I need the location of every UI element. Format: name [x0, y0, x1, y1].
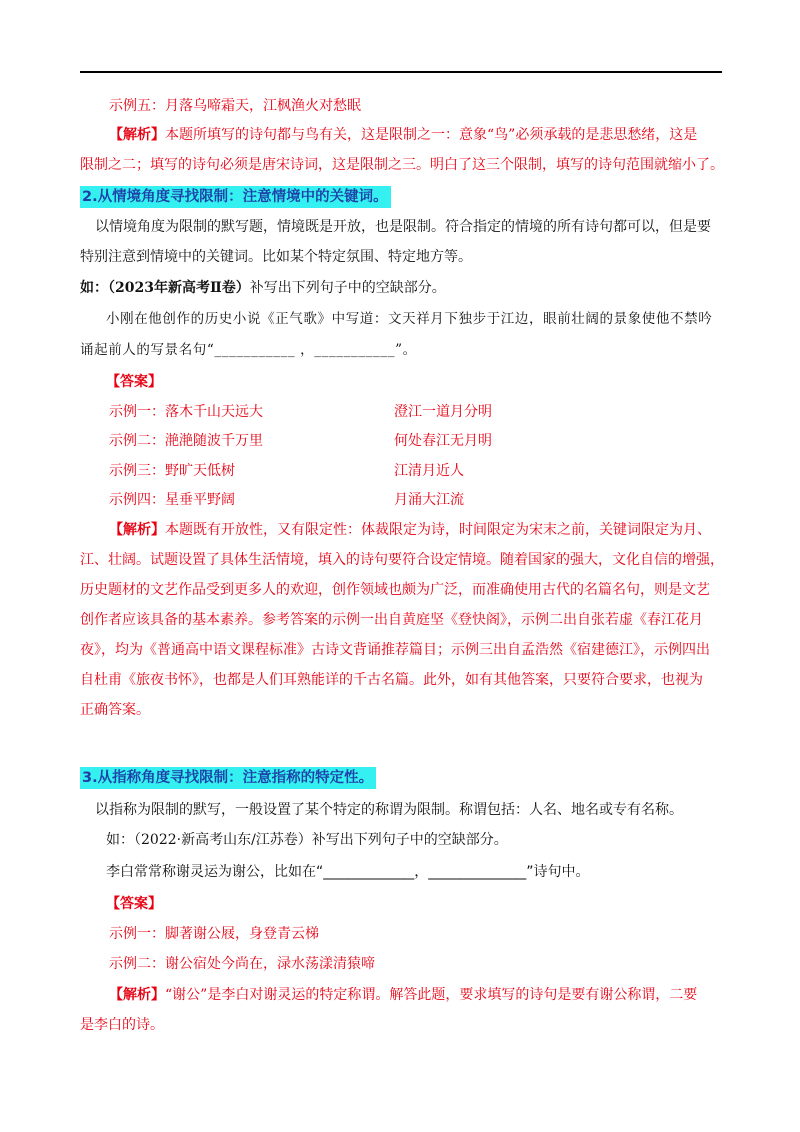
answer-part-a: 示例一：落木千山天远大: [109, 404, 263, 420]
section2-intro-line-1: 以情境角度为限制的默写题，情境既是开放，也是限制。符合指定的情境的所有诗句都可以，但是要: [95, 219, 711, 235]
analysis-line: 限制之二；填写的诗句必须是唐宋诗词，这是限制之三。明白了这三个限制，填写的诗句范围就缩小了。: [80, 157, 724, 173]
analysis-text: 本题所填写的诗句都与鸟有关，这是限制之一：意象“鸟”必须承载的是悲思愁绪，这是: [165, 127, 698, 143]
analysis-line: 江、壮阔。试题设置了具体生活情境，填入的诗句要符合设定情境。随着国家的强大，文化自信的增强，: [80, 552, 724, 568]
answer-part-b: 月涌大江流: [394, 492, 464, 508]
answer-tag: 【答案】: [106, 374, 162, 390]
answer-part-a: 示例二：滟滟随波千万里: [109, 433, 263, 449]
section3-question: 李白常常称谢灵运为谢公，比如在“_____________，______________”诗句中。: [106, 864, 590, 880]
section3-intro: 以指称为限制的默写，一般设置了某个特定的称谓为限制。称谓包括：人名、地名或专有名称。: [95, 802, 683, 818]
answer-part-a: 示例四：星垂平野阔: [109, 492, 235, 508]
answer-part-a: 示例三：野旷天低树: [109, 463, 235, 479]
question-line-1: 小刚在他创作的历史小说《正气歌》中写道：文天祥月下独步于江边，眼前壮阔的景象使他不禁吟: [106, 311, 713, 327]
section-heading-2: 2.从情境角度寻找限制：注意情境中的关键词。: [80, 186, 391, 208]
analysis-paragraph-1: [109, 125, 697, 145]
analysis-tag: 【解析】: [109, 127, 165, 143]
answer-row: 示例二：谢公宿处今尚在，渌水荡漾清猿啼: [109, 956, 375, 972]
answer-row: 示例一：脚著谢公屐，身登青云梯: [109, 926, 319, 942]
analysis-paragraph-2: [109, 520, 711, 540]
answer-part-b: 何处春江无月明: [394, 433, 492, 449]
answer-part-b: 江清月近人: [394, 463, 464, 479]
answer-row: [109, 490, 464, 510]
answer-row: [109, 402, 492, 422]
answer-row: [109, 431, 492, 451]
section2-intro-line-2: 特别注意到情境中的关键词。比如某个特定氛围、特定地方等。: [80, 249, 472, 265]
header-rule: [80, 71, 722, 73]
example-source: 如：（2023年新高考Ⅱ卷）: [80, 280, 250, 296]
analysis-tag: 【解析】: [109, 522, 165, 538]
section2-example: [80, 278, 446, 298]
analysis-line: 是李白的诗。: [80, 1017, 164, 1033]
analysis-line: 夜》，均为《普通高中语文课程标准》古诗文背诵推荐篇目；示例三出自孟浩然《宿建德江》，示例四出: [80, 642, 710, 658]
answer-part-b: 澄江一道月分明: [394, 404, 492, 420]
section3-example: 如：（2022·新高考山东/江苏卷）补写出下列句子中的空缺部分。: [106, 832, 508, 848]
analysis-line: 创作者应该具备的基本素养。参考答案的示例一出自黄庭坚《登快阁》，示例二出自张若虚《春江花月: [80, 612, 703, 628]
example-five: 示例五：月落乌啼霜天，江枫渔火对愁眠: [109, 98, 361, 114]
analysis-line: 正确答案。: [80, 702, 150, 718]
analysis-text: 本题既有开放性，又有限定性：体裁限定为诗，时间限定为宋末之前，关键词限定为月、: [165, 522, 711, 538]
analysis-line: 历史题材的文艺作品受到更多人的欢迎，创作领域也颇为广泛，而准确使用古代的名篇名句，则是文艺: [80, 582, 710, 598]
answer-tag: 【答案】: [106, 896, 162, 912]
analysis-tag: 【解析】: [109, 987, 165, 1003]
question-line-2: 诵起前人的写景名句“___________ ，___________”。: [80, 342, 417, 358]
analysis-paragraph-3: [109, 985, 697, 1005]
analysis-text: “谢公”是李白对谢灵运的特定称谓。解答此题，要求填写的诗句是要有谢公称谓，二要: [165, 987, 698, 1003]
section-heading-3: 3.从指称角度寻找限制：注意指称的特定性。: [80, 767, 376, 789]
answer-row: [109, 461, 464, 481]
example-instruction: 补写出下列句子中的空缺部分。: [249, 280, 446, 296]
analysis-line: 自杜甫《旅夜书怀》，也都是人们耳熟能详的千古名篇。此外，如有其他答案，只要符合要求，也视为: [80, 672, 703, 688]
